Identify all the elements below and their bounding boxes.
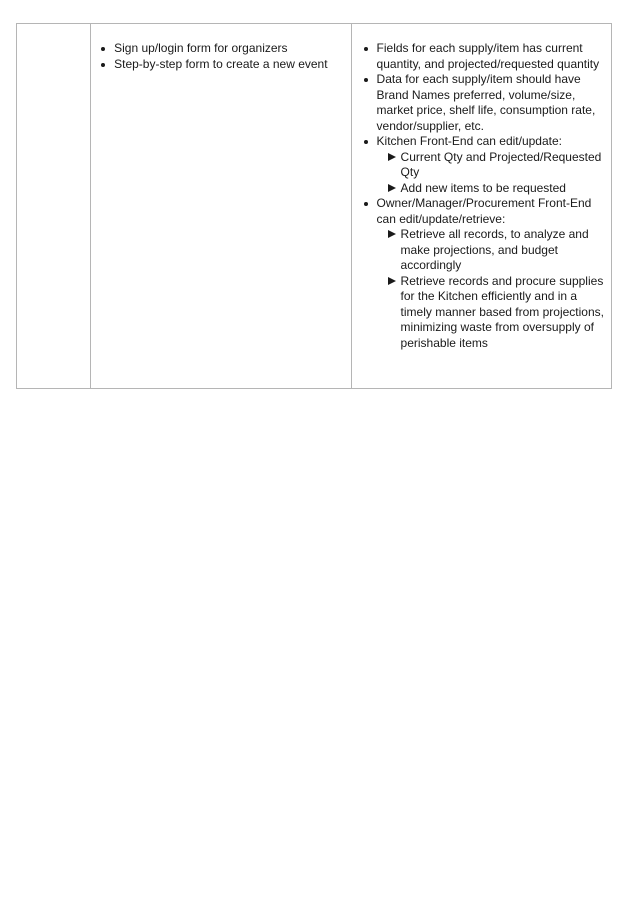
list-item: Step-by-step form to create a new event [99, 57, 344, 73]
list-item [362, 196, 607, 351]
sub-list-item: Retrieve all records, to analyze and make projections, and budget accordingly [377, 227, 607, 274]
list-item [362, 72, 607, 134]
list-item-text: Fields for each supply/item has current quantity, and projected/requested quantity [376, 41, 600, 71]
list-item [362, 134, 607, 196]
table-cell-empty [17, 24, 91, 389]
list-item-text: Kitchen Front-End can edit/update: [376, 134, 562, 148]
list-item [362, 41, 607, 72]
list-item-text: Owner/Manager/Procurement Front-End can edit/update/retrieve: [376, 196, 592, 226]
sub-list-item: Add new items to be requested [377, 181, 607, 197]
sub-list-item: Current Qty and Projected/Requested Qty [377, 150, 607, 181]
sub-arrow-list [377, 227, 607, 351]
sub-list-item: Retrieve records and procure supplies for the Kitchen efficiently and in a timely manner based from projections, minimizing waste from oversupply of perishable items [377, 274, 607, 352]
forms-bullet-list [99, 41, 344, 72]
sub-arrow-list [377, 150, 607, 197]
supply-bullet-list [362, 41, 607, 351]
cell-text [17, 24, 90, 41]
table-row [17, 24, 612, 389]
table-cell-supply-requirements [351, 24, 611, 389]
table-cell-forms [91, 24, 351, 389]
requirements-table [16, 23, 612, 389]
list-item: Sign up/login form for organizers [99, 41, 344, 57]
list-item-text: Data for each supply/item should have Brand Names preferred, volume/size, market price, shelf life, consumption rate, vendor/supplier, etc. [376, 72, 596, 133]
